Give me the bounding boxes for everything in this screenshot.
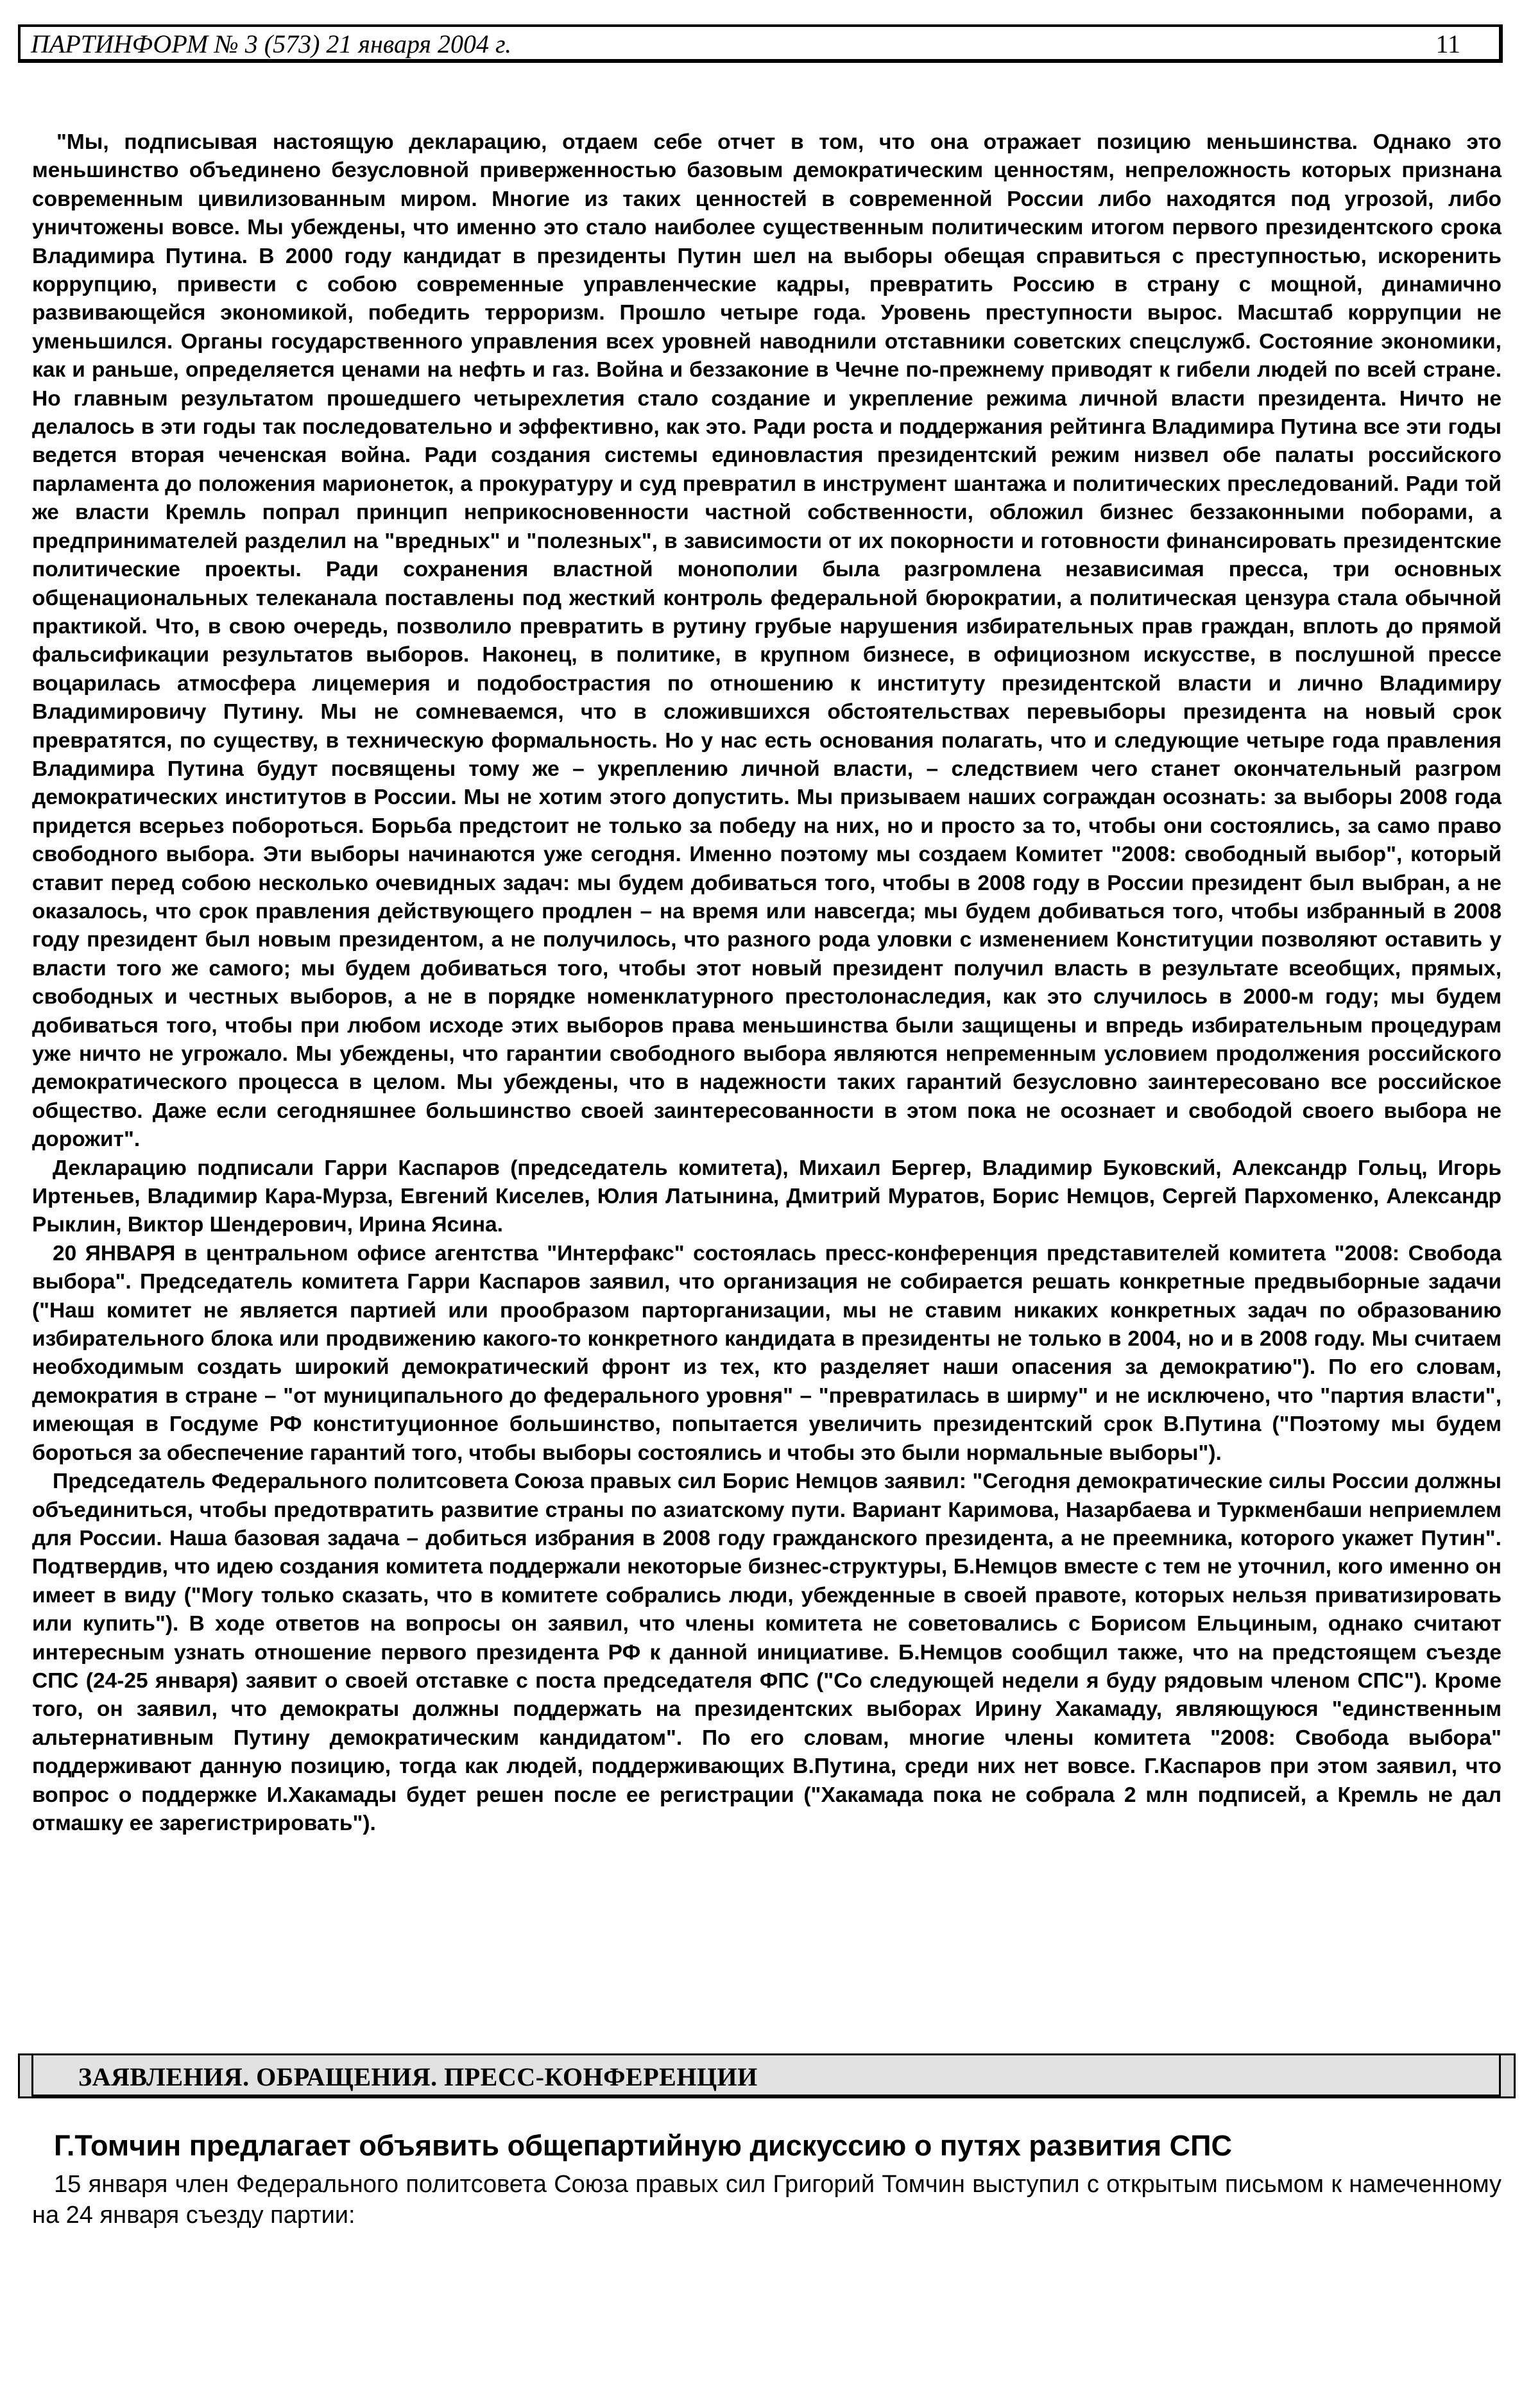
page-header xyxy=(18,24,1503,63)
declaration-paragraph: "Мы, подписывая настоящую декларацию, отдаем себе отчет в том, что она отражает позицию меньшинства. Однако это меньшинство объединено безусловной приверженностью базовым демократическим ценностям, непреложность которых признана современным цивилизованным миром. Многие из таких ценностей в современной России либо находятся под угрозой, либо уничтожены вовсе. Мы убеждены, что именно это стало наиболее существенным политическим итогом первого президентского срока Владимира Путина. В 2000 году кандидат в президенты Путин шел на выборы обещая справиться с преступностью, искоренить коррупцию, привести с собою современные управленческие кадры, превратить Россию в страну с мощной, динамично развивающейся экономикой, победить терроризм. Прошло четыре года. Уровень преступности вырос. Масштаб коррупции не уменьшился. Органы государственного управления всех уровней наводнили отставники советских спецслужб. Состояние экономики, как и раньше, определяется ценами на нефть и газ. Война и беззаконие в Чечне по-прежнему приводят к гибели людей по всей стране. Но главным результатом прошедшего четырехлетия стало создание и укрепление режима личной власти президента. Ничто не делалось в эти годы так последовательно и эффективно, как это. Ради роста и поддержания рейтинга Владимира Путина все эти годы ведется вторая чеченская война. Ради создания системы единовластия президентский режим низвел обе палаты российского парламента до положения марионеток, а прокуратуру и суд превратил в инструмент шантажа и политических преследований. Ради той же власти Кремль попрал принцип неприкосновенности частной собственности, обложил бизнес беззаконными поборами, а предпринимателей разделил на "вредных" и "полезных", в зависимости от их покорности и готовности финансировать президентские политические проекты. Ради сохранения властной монополии была разгромлена независимая пресса, три основных общенациональных телеканала поставлены под жесткий контроль федеральной бюрократии, а политическая цензура стала обычной практикой. Что, в свою очередь, позволило превратить в рутину грубые нарушения избирательных прав граждан, вплоть до прямой фальсификации результатов выборов. Наконец, в политике, в крупном бизнесе, в официозном искусстве, в послушной прессе воцарилась атмосфера лицемерия и подобострастия по отношению к институту президентской власти и лично Владимиру Владимировичу Путину. Мы не сомневаемся, что в сложившихся обстоятельствах перевыборы президента на новый срок превратятся, по существу, в техническую формальность. Но у нас есть основания полагать, что и следующие четыре года правления Владимира Путина будут посвящены тому же – укреплению личной власти, – следствием чего станет окончательный разгром демократических институтов в России. Мы не хотим этого допустить. Мы призываем наших сограждан осознать: за выборы 2008 года придется всерьез побороться. Борьба предстоит не только за победу на них, но и просто за то, чтобы они состоялись, за само право свободного выбора. Эти выборы начинаются уже сегодня. Именно поэтому мы создаем Комитет "2008: свободный выбор", который ставит перед собою несколько очевидных задач: мы будем добиваться того, чтобы в 2008 году в России президент был выбран, а не оказалось, что срок правления действующего продлен – на время или навсегда; мы будем добиваться того, чтобы избранный в 2008 году президент был новым президентом, а не получилось, что разного рода уловки с изменением Конституции позволяют оставить у власти того же самого; мы будем добиваться того, чтобы этот новый президент получил власть в результате всеобщих, прямых, свободных и честных выборов, а не в порядке номенклатурного престолонаследия, как это случилось в 2000-м году; мы будем добиваться того, чтобы при любом исходе этих выборов права меньшинства были защищены и впредь избирательным процедурам уже ничто не угрожало. Мы убеждены, что гарантии свободного выбора являются непременным условием продолжения российского демократического процесса в целом. Мы убеждены, что в надежности таких гарантий безусловно заинтересовано все российское общество. Даже если сегодняшнее большинство своей заинтересованности в этом пока не осознает и свободой своего выбора не дорожит". xyxy=(32,130,1502,1152)
section-header-bar xyxy=(18,2053,1516,2098)
signatories-paragraph: Декларацию подписали Гарри Каспаров (председатель комитета), Михаил Бергер, Владимир Буковский, Александр Гольц, Игорь Иртеньев, Владимир Кара-Мурза, Евгений Киселев, Юлия Латынина, Дмитрий Муратов, Борис Немцов, Сергей Пархоменко, Александр Рыклин, Виктор Шендерович, Ирина Ясина. xyxy=(32,1156,1502,1237)
section-title: ЗАЯВЛЕНИЯ. ОБРАЩЕНИЯ. ПРЕСС-КОНФЕРЕНЦИИ xyxy=(78,2062,758,2091)
page-number: 11 xyxy=(1435,30,1460,58)
nemtsov-paragraph: Председатель Федерального политсовета Союза правых сил Борис Немцов заявил: "Сегодня демократические силы России должны объединиться, чтобы предотвратить развитие страны по азиатскому пути. Вариант Каримова, Назарбаева и Туркменбаши неприемлем для России. Наша базовая задача – добиться избрания в 2008 году гражданского президента, а не преемника, которого укажет Путин". Подтвердив, что идею создания комитета поддержали некоторые бизнес-структуры, Б.Немцов вместе с тем не уточнил, кого именно он имеет в виду ("Могу только сказать, что в комитете собрались люди, убежденные в своей правоте, которых нельзя приватизировать или купить"). В ходе ответов на вопросы он заявил, что члены комитета не советовались с Борисом Ельциным, однако считают интересным узнать отношение первого президента РФ к данной инициативе. Б.Немцов сообщил также, что на предстоящем съезде СПС (24-25 января) заявит о своей отставке с поста председателя ФПС ("Со следующей недели я буду рядовым членом СПС"). Кроме того, он заявил, что демократы должны поддержать на президентских выборах Ирину Хакамаду, являющуюся "единственным альтернативным Путину демократическим кандидатом". По его словам, многие члены комитета "2008: Свобода выбора" поддерживают данную позицию, тогда как людей, поддерживающих В.Путина, среди них нет вовсе. Г.Каспаров при этом заявил, что вопрос о поддержке И.Хакамады будет решен после ее регистрации ("Хакамада пока не собрала 2 млн подписей, а Кремль не дал отмашку ее зарегистрировать"). xyxy=(32,1469,1502,1835)
publication-title: ПАРТИНФОРМ № 3 (573) 21 января 2004 г. xyxy=(31,30,512,58)
news-lead xyxy=(32,2169,1502,2231)
news-lead-text: 15 января член Федерального политсовета Союза правых сил Григорий Томчин выступил с открытым письмом к намеченному на 24 января съезду партии: xyxy=(32,2171,1502,2229)
press-conference-paragraph: 20 ЯНВАРЯ в центральном офисе агентства "Интерфакс" состоялась пресс-конференция представителей комитета "2008: Свобода выбора". Председатель комитета Гарри Каспаров заявил, что организация не собирается решать конкретные предвыборные задачи ("Наш комитет не является партией или прообразом парторганизации, мы не ставим никаких конкретных задач по образованию избирательного блока или продвижению какого-то конкретного кандидата в президенты не только в 2004, но и в 2008 году. Мы считаем необходимым создать широкий демократический фронт из тех, кто разделяет наши опасения за демократию"). По его словам, демократия в стране – "от муниципального до федерального уровня" – "превратилась в ширму" и не исключено, что "партия власти", имеющая в Госдуме РФ конституционное большинство, попытается увеличить президентский срок В.Путина ("Поэтому мы будем бороться за обеспечение гарантий того, чтобы выборы состоялись и чтобы это были нормальные выборы"). xyxy=(32,1241,1502,1465)
article-body xyxy=(32,128,1502,1838)
section-header-inner xyxy=(31,2055,1501,2096)
news-headline: Г.Томчин предлагает объявить общепартийную дискуссию о путях развития СПС xyxy=(54,2129,1232,2162)
